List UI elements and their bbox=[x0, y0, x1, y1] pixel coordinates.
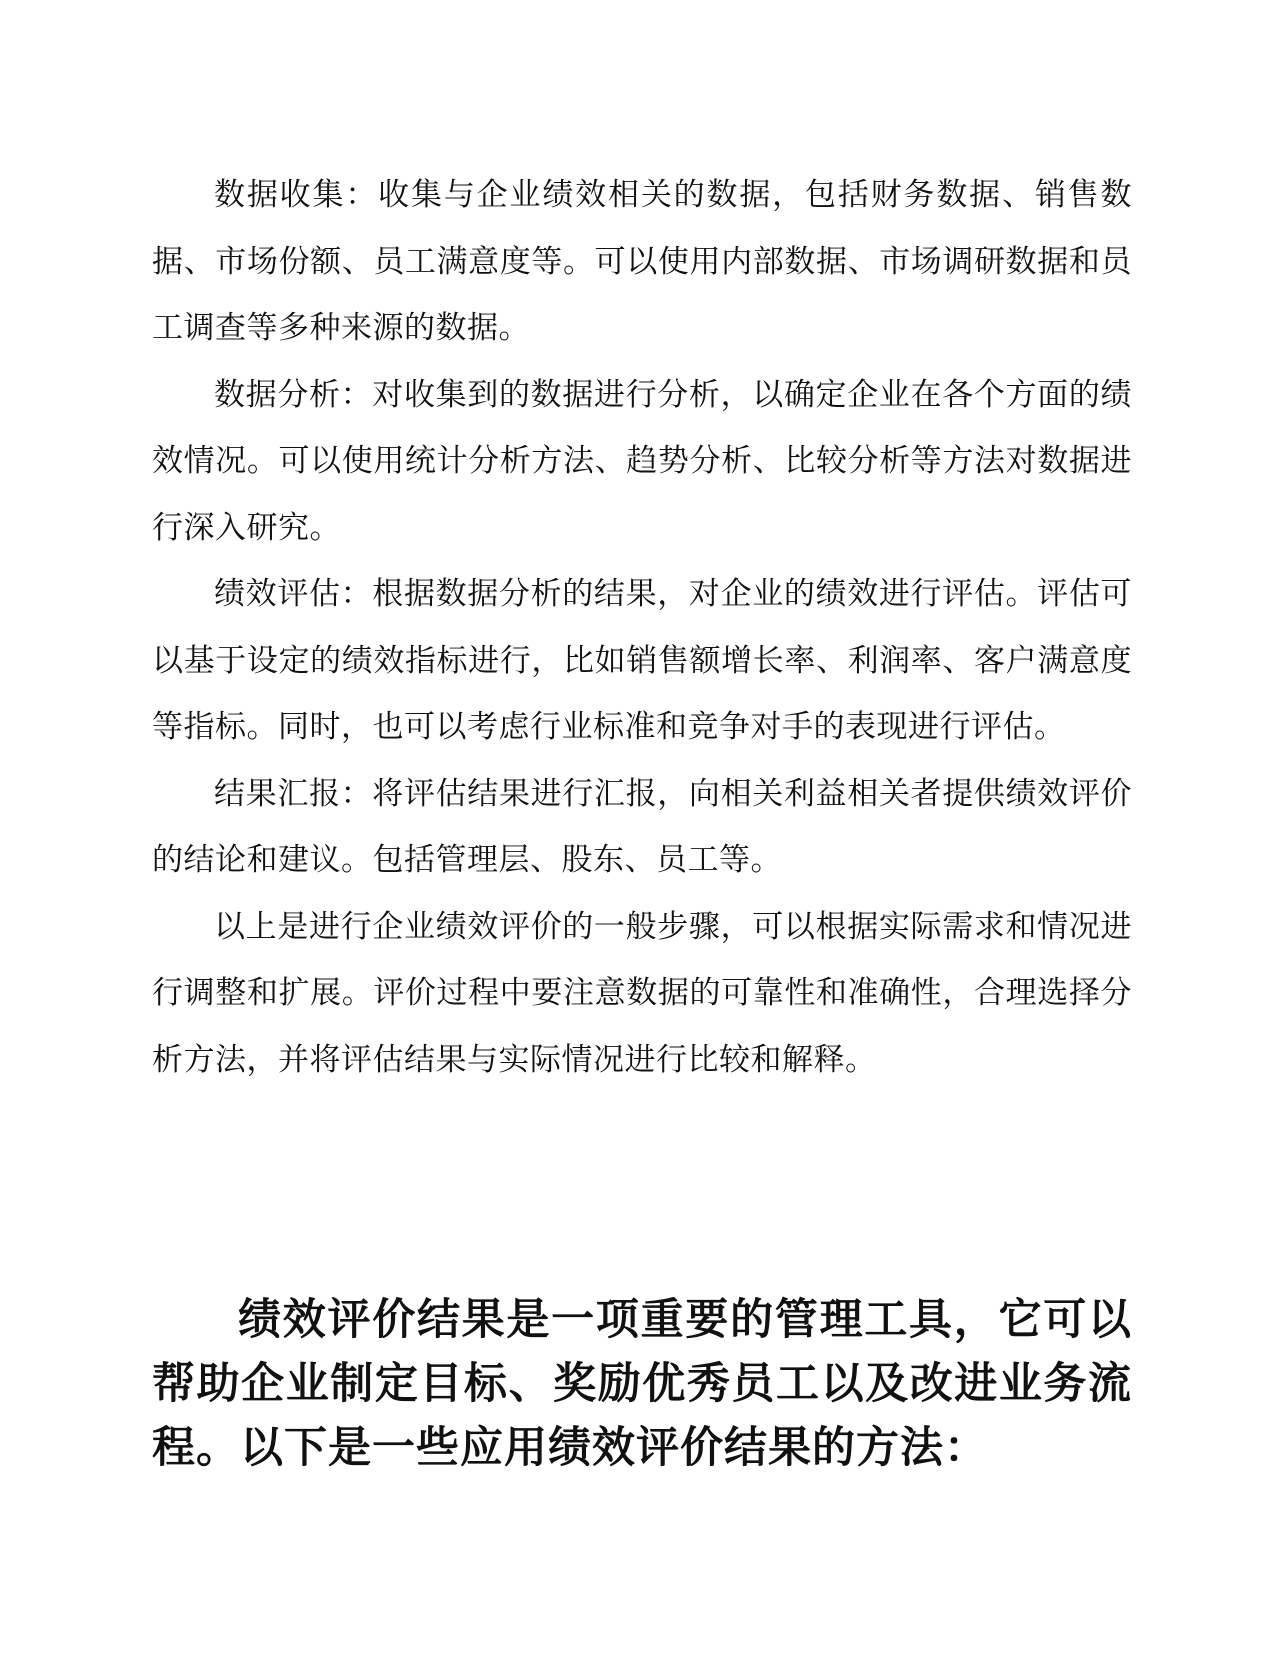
paragraph-performance-evaluation: 绩效评估：根据数据分析的结果，对企业的绩效进行评估。评估可以基于设定的绩效指标进行，比如销售额增长率、利润率、客户满意度等指标。同时，也可以考虑行业标准和竞争对手的表现进行评估。 bbox=[152, 576, 1132, 745]
paragraph-summary: 以上是进行企业绩效评价的一般步骤，可以根据实际需求和情况进行调整和扩展。评价过程中要注意数据的可靠性和准确性，合理选择分析方法，并将评估结果与实际情况进行比较和解释。 bbox=[152, 908, 1132, 1078]
paragraph-data-analysis: 数据分析：对收集到的数据进行分析，以确定企业在各个方面的绩效情况。可以使用统计分析方法、趋势分析、比较分析等方法对数据进行深入研究。 bbox=[152, 376, 1132, 546]
section-heading bbox=[152, 1288, 1132, 1480]
paragraph-data-collection: 数据收集：收集与企业绩效相关的数据，包括财务数据、销售数据、市场份额、员工满意度等。可以使用内部数据、市场调研数据和员工调查等多种来源的数据。 bbox=[152, 177, 1132, 346]
body-text bbox=[152, 162, 1132, 1093]
section-heading-text: 绩效评价结果是一项重要的管理工具，它可以帮助企业制定目标、奖励优秀员工以及改进业务流程。以下是一些应用绩效评价结果的方法： bbox=[152, 1295, 1132, 1473]
paragraph-result-report: 结果汇报：将评估结果进行汇报，向相关利益相关者提供绩效评价的结论和建议。包括管理层、股东、员工等。 bbox=[152, 775, 1132, 878]
